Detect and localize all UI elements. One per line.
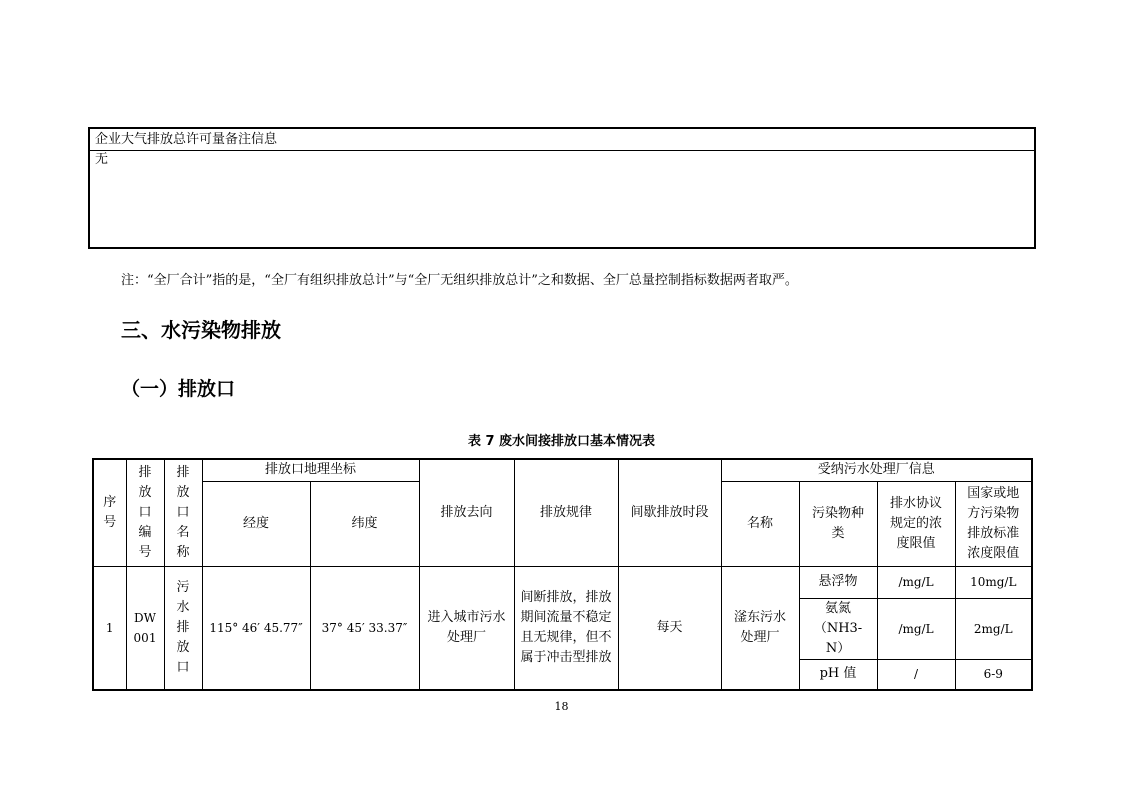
header-outlet-code: 排放口编号 [126, 459, 164, 566]
cell-standard-limit-1: 10mg/L [955, 566, 1032, 598]
header-agreement-limit: 排水协议规定的浓度限值 [877, 481, 955, 566]
table-note: 注：“全厂合计”指的是，“全厂有组织排放总计”与“全厂无组织排放总计”之和数据、全厂总量控制指标数据两者取严。 [121, 273, 798, 288]
header-intermittent: 间歇排放时段 [618, 459, 721, 566]
cell-pattern: 间断排放，排放期间流量不稳定且无规律，但不属于冲击型排放 [514, 566, 618, 690]
header-destination: 排放去向 [419, 459, 514, 566]
cell-pollutant-1: 悬浮物 [799, 566, 877, 598]
cell-plant-name: 滏东污水处理厂 [721, 566, 799, 690]
cell-standard-limit-2: 2mg/L [955, 598, 1032, 659]
subsection-heading: （一）排放口 [121, 378, 236, 400]
header-latitude: 纬度 [310, 481, 419, 566]
remark-box-content: 无 [95, 152, 109, 167]
cell-pollutant-3: pH 值 [799, 659, 877, 690]
cell-intermittent: 每天 [618, 566, 721, 690]
remark-box [88, 127, 1036, 249]
header-pollutant: 污染物种类 [799, 481, 877, 566]
header-standard-limit: 国家或地方污染物排放标准浓度限值 [955, 481, 1032, 566]
header-seq: 序号 [93, 459, 126, 566]
header-plant-name: 名称 [721, 481, 799, 566]
wastewater-outlet-table [92, 458, 1033, 691]
cell-agreement-limit-1: /mg/L [877, 566, 955, 598]
cell-seq: 1 [93, 566, 126, 690]
cell-longitude: 115° 46′ 45.77″ [202, 566, 310, 690]
cell-agreement-limit-3: / [877, 659, 955, 690]
header-outlet-name: 排放口名称 [164, 459, 202, 566]
header-longitude: 经度 [202, 481, 310, 566]
cell-agreement-limit-2: /mg/L [877, 598, 955, 659]
page-number: 18 [554, 700, 569, 713]
header-geo-coordinates: 排放口地理坐标 [202, 459, 419, 481]
cell-standard-limit-3: 6-9 [955, 659, 1032, 690]
cell-destination: 进入城市污水处理厂 [419, 566, 514, 690]
cell-outlet-code: DW001 [126, 566, 164, 690]
table-caption: 表 7 废水间接排放口基本情况表 [467, 434, 656, 449]
cell-latitude: 37° 45′ 33.37″ [310, 566, 419, 690]
remark-box-title: 企业大气排放总许可量备注信息 [90, 129, 1034, 151]
header-pattern: 排放规律 [514, 459, 618, 566]
header-plant-info: 受纳污水处理厂信息 [721, 459, 1032, 481]
cell-outlet-name: 污水排放口 [164, 566, 202, 690]
section-heading: 三、水污染物排放 [121, 318, 281, 342]
cell-pollutant-2: 氨氮（NH3-N） [799, 598, 877, 659]
